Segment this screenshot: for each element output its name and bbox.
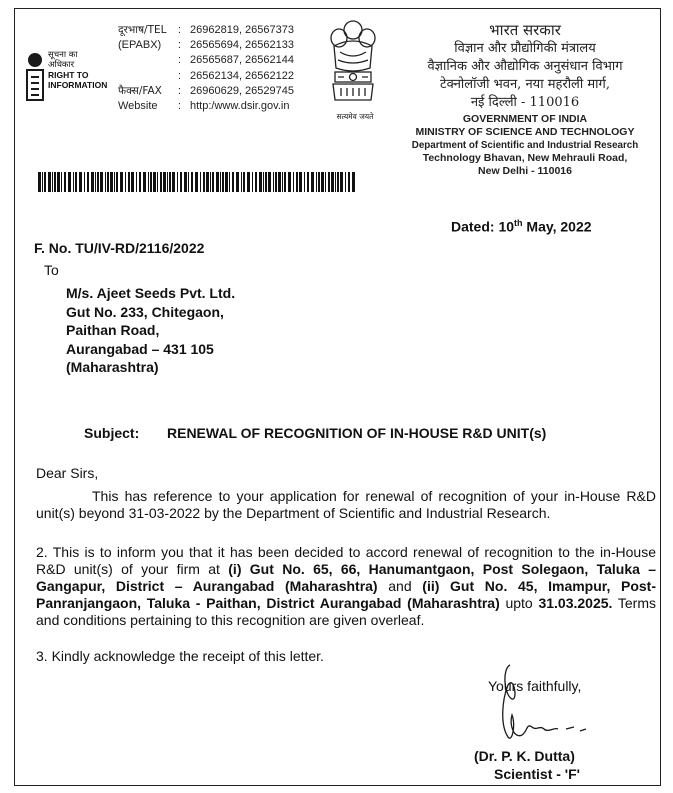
barcode-stripe bbox=[304, 172, 305, 192]
barcode-stripe bbox=[61, 172, 62, 192]
tel-4: 26562134, 26562122 bbox=[190, 69, 294, 82]
handwritten-signature bbox=[482, 655, 602, 755]
barcode-stripe bbox=[293, 172, 294, 192]
to-label: To bbox=[44, 262, 59, 278]
barcode-stripe bbox=[255, 172, 257, 192]
gov-english-4: Technology Bhavan, New Mehrauli Road, bbox=[422, 152, 628, 164]
closing-phrase: Yours faithfully, bbox=[488, 678, 582, 694]
barcode-stripe bbox=[160, 172, 162, 192]
barcode-stripe bbox=[335, 172, 336, 192]
barcode-stripe bbox=[143, 172, 146, 192]
barcode-stripe bbox=[299, 172, 302, 192]
barcode-stripe bbox=[222, 172, 224, 192]
barcode-stripe bbox=[180, 172, 182, 192]
barcode-stripe bbox=[340, 172, 343, 192]
tel-1: 26962819, 26567373 bbox=[190, 24, 294, 36]
barcode-stripe bbox=[225, 172, 228, 192]
barcode bbox=[38, 172, 358, 192]
barcode-stripe bbox=[243, 172, 245, 192]
barcode-stripe bbox=[232, 172, 234, 192]
barcode-stripe bbox=[216, 172, 219, 192]
paragraph-2-validity-date: 31.03.2025. bbox=[538, 595, 613, 611]
fax-label: फैक्स/FAX bbox=[118, 84, 162, 97]
paragraph-2-intro: 2. This is to inform you that it has been decided to accord renewal of recognition to the in-House R&D unit(s) of your firm at bbox=[36, 544, 656, 577]
rti-line-2: अधिकार bbox=[48, 60, 75, 70]
barcode-stripe bbox=[75, 172, 77, 192]
barcode-stripe bbox=[188, 172, 189, 192]
barcode-stripe bbox=[79, 172, 82, 192]
barcode-stripe bbox=[229, 172, 230, 192]
rti-line-1: सूचना का bbox=[48, 50, 78, 60]
barcode-stripe bbox=[177, 172, 178, 192]
epabx-label: (EPABX) bbox=[118, 39, 162, 52]
barcode-stripe bbox=[97, 172, 99, 192]
paragraph-2-site-2: (ii) Gut No. 45, Imampur, Post-Panranjangaon, Taluka - Paithan, District Aurangabad (Maharashtra) bbox=[36, 578, 656, 611]
barcode-stripe bbox=[345, 172, 346, 192]
gov-hindi-2: विज्ञान और प्रौद्योगिकी मंत्रालय bbox=[454, 41, 596, 56]
subject-text: RENEWAL OF RECOGNITION OF IN-HOUSE R&D UNIT(s) bbox=[167, 425, 547, 441]
paragraph-2 bbox=[36, 544, 656, 629]
barcode-stripe bbox=[195, 172, 198, 192]
barcode-stripe bbox=[331, 172, 334, 192]
letter-date bbox=[451, 218, 592, 235]
barcode-stripe bbox=[54, 172, 56, 192]
paragraph-1 bbox=[36, 488, 656, 522]
gov-english-1: GOVERNMENT OF INDIA bbox=[462, 113, 588, 125]
barcode-stripe bbox=[68, 172, 71, 192]
barcode-stripe bbox=[150, 172, 152, 192]
paragraph-2-upto: upto bbox=[499, 595, 539, 611]
gov-english-3: Department of Scientific and Industrial Research bbox=[411, 140, 639, 151]
barcode-stripe bbox=[337, 172, 339, 192]
date-prefix: Dated: 10 bbox=[451, 218, 515, 235]
barcode-stripe bbox=[100, 172, 103, 192]
barcode-stripe bbox=[42, 172, 43, 192]
barcode-stripe bbox=[307, 172, 309, 192]
barcode-stripe bbox=[73, 172, 74, 192]
barcode-stripe bbox=[44, 172, 46, 192]
barcode-stripe bbox=[241, 172, 242, 192]
website-label: Website bbox=[118, 100, 158, 113]
barcode-stripe bbox=[282, 172, 283, 192]
signatory-designation: Scientist - 'F' bbox=[494, 766, 581, 782]
barcode-stripe bbox=[172, 172, 175, 192]
file-number: F. No. TU/IV-RD/2116/2022 bbox=[34, 240, 205, 256]
barcode-stripe bbox=[212, 172, 214, 192]
barcode-stripe bbox=[236, 172, 239, 192]
barcode-stripe bbox=[200, 172, 201, 192]
barcode-stripe bbox=[311, 172, 314, 192]
contact-details: दूरभाष/TEL : 26962819, 26567373 (EPABX) : 26565694, 26562133 : 26565687, 26562144 : 26562134, 26562122 फैक्स/FAX : 26960629, 26529745 Website : http:/www.dsir.gov.in bbox=[118, 23, 294, 114]
barcode-stripe bbox=[131, 172, 134, 192]
gov-hindi-5: नई दिल्ली - 110016 bbox=[470, 95, 580, 110]
national-emblem-icon bbox=[326, 16, 380, 106]
fax-number: 26960629, 26529745 bbox=[190, 84, 294, 97]
barcode-stripe bbox=[296, 172, 298, 192]
barcode-stripe bbox=[120, 172, 123, 192]
barcode-stripe bbox=[259, 172, 262, 192]
barcode-stripe bbox=[252, 172, 253, 192]
barcode-stripe bbox=[163, 172, 166, 192]
emblem-motto: सत्यमेव जयते bbox=[336, 112, 374, 121]
barcode-stripe bbox=[316, 172, 317, 192]
barcode-stripe bbox=[125, 172, 126, 192]
barcode-stripe bbox=[265, 172, 267, 192]
barcode-stripe bbox=[220, 172, 221, 192]
barcode-stripe bbox=[284, 172, 286, 192]
barcode-stripe bbox=[105, 172, 106, 192]
address-line-5: (Maharashtra) bbox=[66, 359, 159, 375]
address-line-1: M/s. Ajeet Seeds Pvt. Ltd. bbox=[66, 285, 236, 301]
barcode-stripe bbox=[328, 172, 330, 192]
rti-icon bbox=[26, 52, 44, 102]
paragraph-3-text: 3. Kindly acknowledge the receipt of this letter. bbox=[36, 648, 324, 664]
rti-line-4: INFORMATION bbox=[48, 80, 108, 90]
government-header bbox=[396, 20, 654, 178]
barcode-stripe bbox=[48, 172, 51, 192]
gov-hindi-1: भारत सरकार bbox=[489, 21, 561, 39]
rti-line-3: RIGHT TO bbox=[48, 70, 89, 80]
barcode-stripe bbox=[203, 172, 205, 192]
paragraph-2-and: and bbox=[377, 578, 423, 594]
tel-2: 26565694, 26562133 bbox=[190, 39, 294, 52]
barcode-stripe bbox=[110, 172, 113, 192]
paragraph-2-site-1: (i) Gut No. 65, 66, Hanumantgaon, Post Solegaon, Taluka – Gangapur, District – Aurangabad (Maharashtra) bbox=[36, 561, 657, 594]
address-line-3: Paithan Road, bbox=[66, 322, 160, 338]
barcode-stripe bbox=[184, 172, 187, 192]
barcode-stripe bbox=[247, 172, 250, 192]
barcode-stripe bbox=[148, 172, 149, 192]
barcode-stripe bbox=[136, 172, 137, 192]
address-line-2: Gut No. 233, Chitegaon, bbox=[66, 303, 224, 320]
gov-hindi-3: वैज्ञानिक और औद्योगिक अनुसंधान विभाग bbox=[427, 59, 623, 74]
gov-english-2: MINISTRY OF SCIENCE AND TECHNOLOGY bbox=[415, 126, 635, 138]
barcode-stripe bbox=[64, 172, 66, 192]
barcode-stripe bbox=[268, 172, 271, 192]
signatory-name: (Dr. P. K. Dutta) bbox=[474, 748, 575, 764]
barcode-stripe bbox=[321, 172, 324, 192]
barcode-stripe bbox=[57, 172, 60, 192]
barcode-stripe bbox=[91, 172, 94, 192]
barcode-stripe bbox=[278, 172, 281, 192]
recipient-address bbox=[66, 284, 235, 377]
gov-hindi-4: टेक्नोलॉजी भवन, नया महरौली मार्ग, bbox=[440, 77, 610, 92]
barcode-stripe bbox=[38, 172, 41, 192]
barcode-stripe bbox=[128, 172, 130, 192]
barcode-stripe bbox=[116, 172, 118, 192]
barcode-stripe bbox=[348, 172, 350, 192]
barcode-stripe bbox=[52, 172, 53, 192]
barcode-stripe bbox=[95, 172, 96, 192]
barcode-stripe bbox=[84, 172, 85, 192]
barcode-stripe bbox=[263, 172, 264, 192]
barcode-stripe bbox=[169, 172, 171, 192]
date-suffix-ordinal: th bbox=[514, 218, 523, 228]
barcode-stripe bbox=[210, 172, 211, 192]
tel-3: 26565687, 26562144 bbox=[190, 54, 294, 67]
barcode-stripe bbox=[107, 172, 109, 192]
barcode-stripe bbox=[157, 172, 158, 192]
barcode-stripe bbox=[288, 172, 291, 192]
barcode-stripe bbox=[275, 172, 277, 192]
barcode-stripe bbox=[87, 172, 89, 192]
barcode-stripe bbox=[139, 172, 141, 192]
address-line-4: Aurangabad – 431 105 bbox=[66, 340, 214, 357]
barcode-stripe bbox=[325, 172, 326, 192]
tel-label: दूरभाष/TEL bbox=[118, 24, 167, 36]
barcode-stripe bbox=[114, 172, 115, 192]
barcode-stripe bbox=[191, 172, 193, 192]
website-url[interactable]: http:/www.dsir.gov.in bbox=[190, 100, 290, 113]
salutation: Dear Sirs, bbox=[36, 465, 99, 481]
barcode-stripe bbox=[318, 172, 320, 192]
barcode-stripe bbox=[273, 172, 274, 192]
paragraph-2-terms: Terms and conditions pertaining to this recognition are given overleaf. bbox=[36, 595, 657, 628]
barcode-stripe bbox=[153, 172, 156, 192]
barcode-stripe bbox=[167, 172, 168, 192]
barcode-stripe bbox=[206, 172, 209, 192]
subject-label: Subject: bbox=[84, 425, 140, 441]
barcode-stripe bbox=[352, 172, 355, 192]
paragraph-1-text: This has reference to your application for renewal of recognition of your in-House R&D unit(s) beyond 31-03-2022 by the Department of Scientific and Industrial Research. bbox=[36, 488, 656, 521]
date-suffix: May, 2022 bbox=[522, 218, 592, 235]
gov-english-5: New Delhi - 110016 bbox=[478, 165, 572, 177]
